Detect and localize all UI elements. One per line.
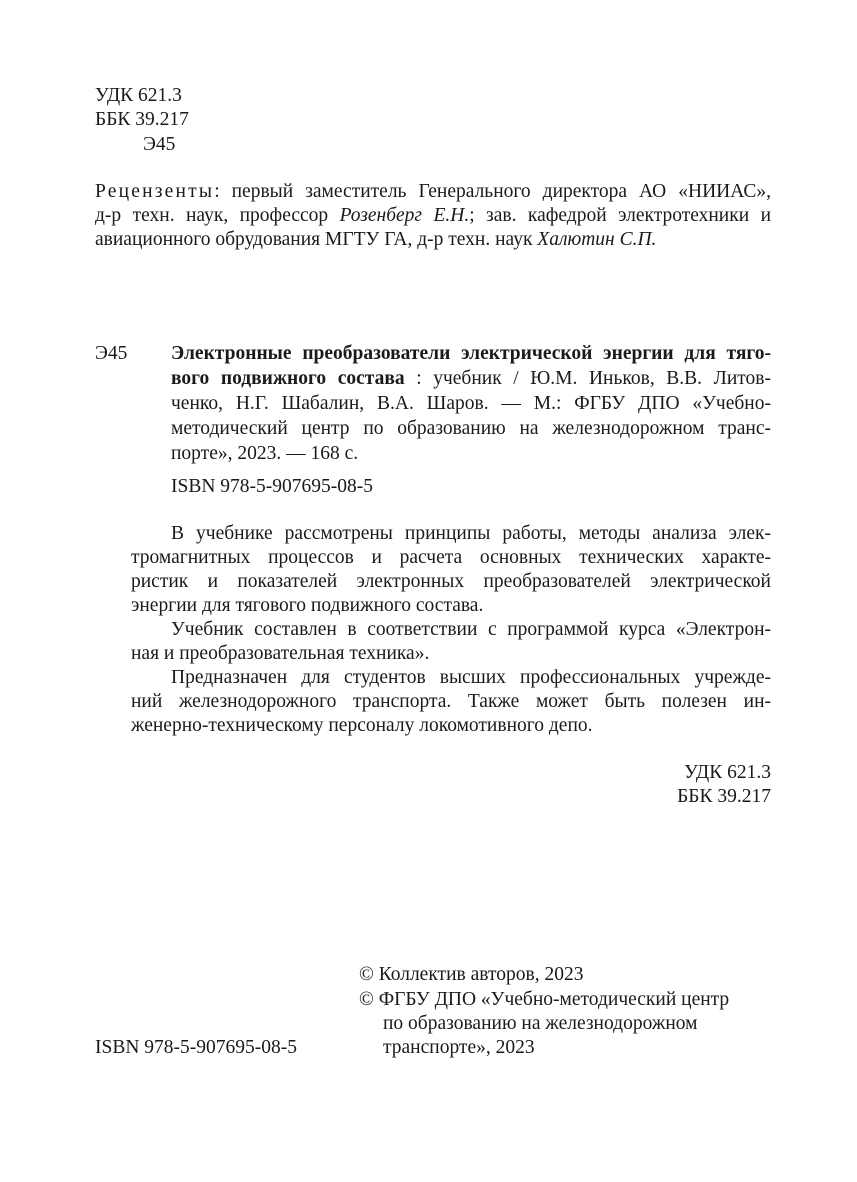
copyright-publisher-line-2: по образованию на железнодорожном xyxy=(383,1013,698,1034)
bbk-code: ББК 39.217 xyxy=(95,109,189,130)
udk-code-bottom: УДК 621.3 xyxy=(684,762,771,783)
reviewers-line-2 xyxy=(95,204,771,229)
book-title-line-1: Электронные преобразователи электрической энергии для тяго- xyxy=(171,343,771,364)
reviewers-line3-start: авиационного обрудования МГТУ ГА, д-р техн. наук xyxy=(95,229,538,250)
annotation-p3-line-2: ний железнодорожного транспорта. Также может быть полезен ин- xyxy=(131,691,771,712)
annotation-p3-line-1: Предназначен для студентов высших профессиональных учрежде- xyxy=(171,667,771,688)
reviewers-line2-start: д-р техн. наук, профессор xyxy=(95,205,340,226)
book-title-line-2 xyxy=(171,367,771,392)
bibliographic-isbn: ISBN 978-5-907695-08-5 xyxy=(171,476,374,497)
copyright-publisher-line-1: © ФГБУ ДПО «Учебно-методический центр xyxy=(359,989,730,1010)
reviewers-line1-text: : первый заместитель Генерального директора АО «НИИАС», xyxy=(214,181,771,202)
reviewers-line-1 xyxy=(95,180,771,205)
footer-isbn: ISBN 978-5-907695-08-5 xyxy=(95,1037,298,1058)
annotation-p2-line-2: ная и преобразовательная техника». xyxy=(131,643,430,664)
reviewers-block xyxy=(95,180,771,260)
annotation-p2-line-1: Учебник составлен в соответствии с программой курса «Электрон- xyxy=(171,619,771,640)
bibliographic-mark: Э45 xyxy=(95,343,128,364)
bib-line-5: порте», 2023. — 168 с. xyxy=(171,443,359,464)
bbk-code-bottom: ББК 39.217 xyxy=(677,786,771,807)
annotation-p1-line-4: энергии для тягового подвижного состава. xyxy=(131,595,484,616)
book-title-end: вого подвижного состава xyxy=(171,368,405,389)
bib-line-4: методический центр по образованию на железнодорожном транс- xyxy=(171,418,771,439)
annotation-p1-line-1: В учебнике рассмотрены принципы работы, методы анализа элек- xyxy=(171,523,771,544)
bibliographic-record xyxy=(171,342,771,472)
reviewers-line-3 xyxy=(95,228,656,253)
annotation-p1-line-2: тромагнитных процессов и расчета основных технических характе- xyxy=(131,547,771,568)
reviewers-label: Рецензенты xyxy=(95,181,215,202)
book-authors-start: : учебник / Ю.М. Иньков, В.В. Литов- xyxy=(404,368,771,389)
copyright-publisher-line-3: транспорте», 2023 xyxy=(383,1037,535,1058)
annotation-p1-line-3: ристик и показателей электронных преобразователей электрической xyxy=(131,571,771,592)
author-mark: Э45 xyxy=(143,134,176,155)
annotation-p3-line-3: женерно-техническому персоналу локомотивного депо. xyxy=(131,715,593,736)
reviewer-2-name: Халютин С.П. xyxy=(537,229,657,250)
reviewer-1-name: Розенберг Е.Н. xyxy=(339,205,470,226)
annotation xyxy=(131,522,771,742)
udk-code: УДК 621.3 xyxy=(95,85,182,106)
copyright-authors: © Коллектив авторов, 2023 xyxy=(359,964,584,985)
bib-line-3: ченко, Н.Г. Шабалин, В.А. Шаров. — М.: ФГБУ ДПО «Учебно- xyxy=(171,393,771,414)
reviewers-line2-rest: ; зав. кафедрой электротехники и xyxy=(469,205,772,226)
